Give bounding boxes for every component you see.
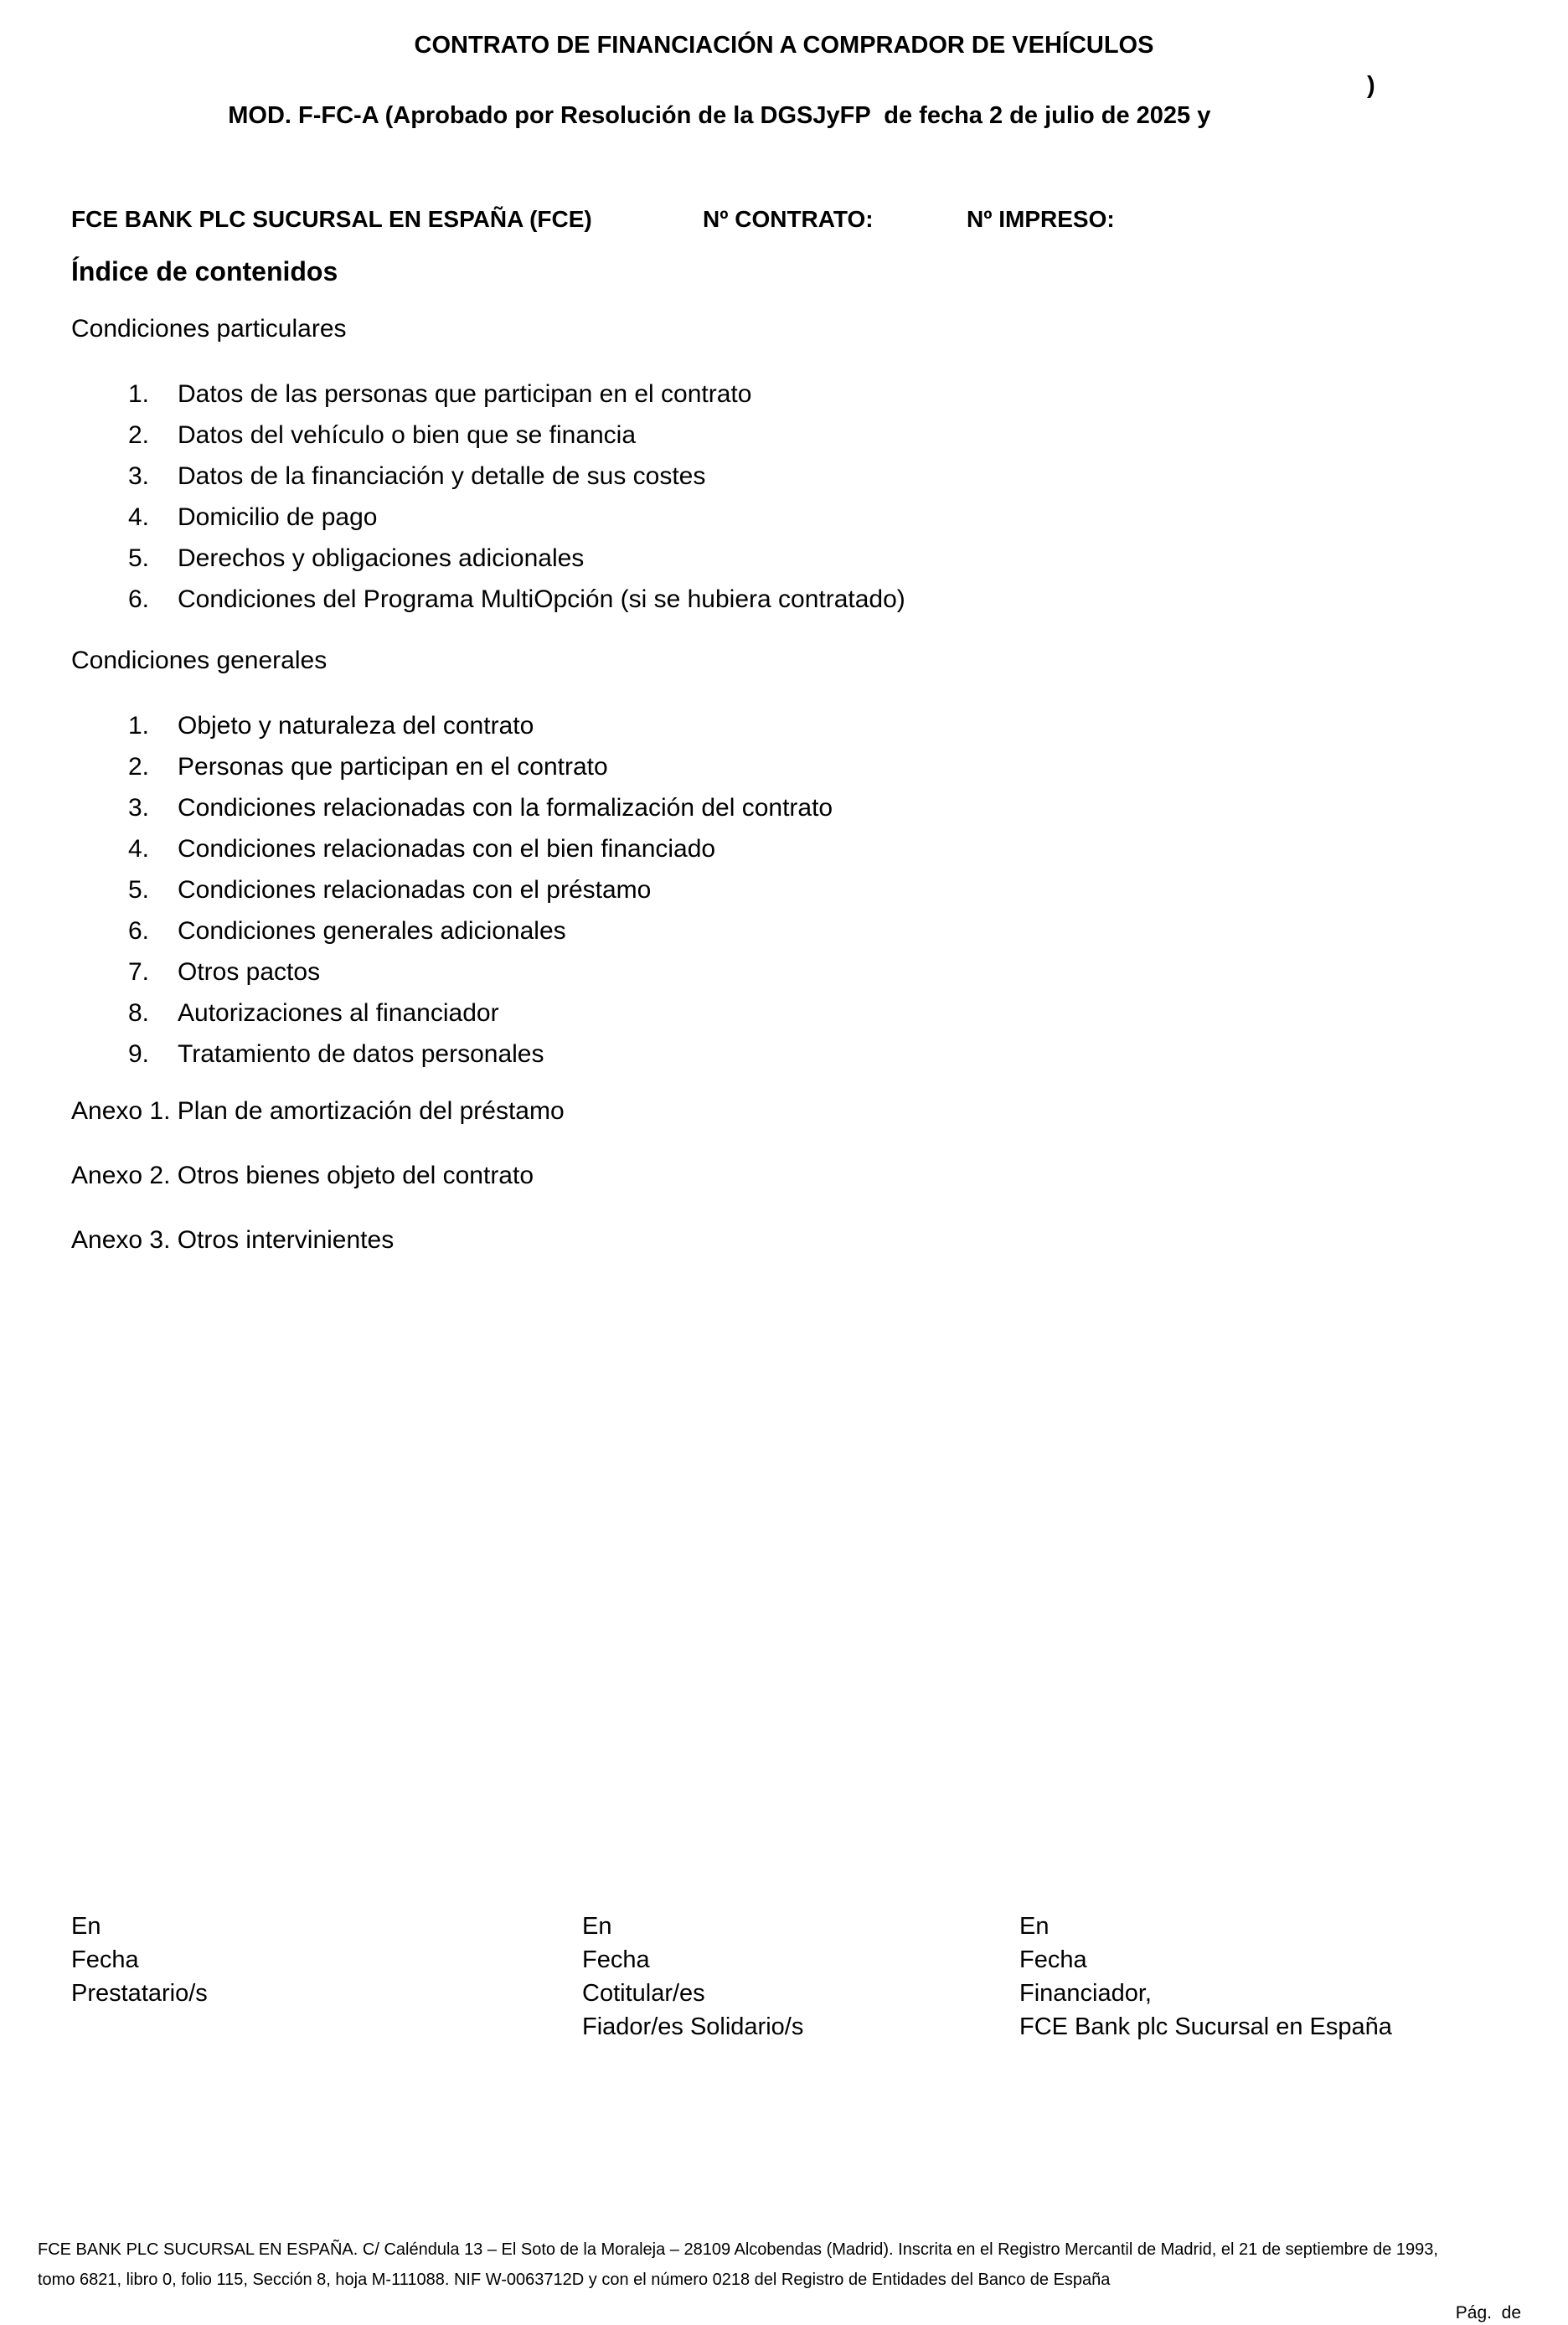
toc-item-number: 3. — [128, 462, 150, 490]
toc-list-particulares — [128, 374, 1568, 620]
toc-item-number: 2. — [128, 421, 150, 449]
signature-line: Financiador, — [1019, 1980, 1152, 2007]
toc-item — [128, 869, 1568, 910]
toc-item-number: 8. — [128, 999, 150, 1027]
toc-item — [128, 951, 1568, 992]
section-title-generales: Condiciones generales — [71, 647, 328, 674]
legal-text-line-2: tomo 6821, libro 0, folio 115, Sección 8, hoja M-111088. NIF W-0063712D y con el número 0218 del Registro de Entidades del Banco de España — [38, 2271, 1111, 2289]
contract-subtitle — [0, 70, 1568, 191]
toc-item-text: Objeto y naturaleza del contrato — [178, 712, 534, 740]
contract-subtitle-text: MOD. F-FC-A (Aprobado por Resolución de la DGSJyFP de fecha 2 de julio de 2025 y — [228, 102, 1211, 129]
signature-line: Prestatario/s — [71, 1980, 208, 2007]
signature-line: En — [1019, 1913, 1050, 1940]
signature-line: En — [71, 1913, 101, 1940]
toc-item — [128, 992, 1568, 1034]
legal-text-line-1: FCE BANK PLC SUCURSAL EN ESPAÑA. C/ Caléndula 13 – El Soto de la Moraleja – 28109 Alcobendas (Madrid). Inscrita en el Registro Mercantil de Madrid, el 21 de septiembre de 1993, — [38, 2240, 1438, 2259]
contract-title: CONTRATO DE FINANCIACIÓN A COMPRADOR DE VEHÍCULOS — [414, 32, 1154, 59]
toc-item-number: 6. — [128, 917, 150, 945]
bank-name: FCE BANK PLC SUCURSAL EN ESPAÑA (FCE) — [71, 206, 592, 232]
toc-item-number: 1. — [128, 712, 150, 740]
toc-item-text: Condiciones relacionadas con la formalización del contrato — [178, 794, 833, 822]
toc-item-text: Tratamiento de datos personales — [178, 1040, 544, 1068]
signature-line: En — [582, 1913, 612, 1940]
toc-item-text: Condiciones generales adicionales — [178, 917, 566, 945]
toc-item-number: 5. — [128, 544, 150, 572]
toc-list-generales — [128, 705, 1568, 1075]
toc-item — [128, 497, 1568, 538]
toc-item-number: 4. — [128, 835, 150, 863]
contract-subtitle-close-paren: ) — [1367, 72, 1375, 99]
toc-item-text: Derechos y obligaciones adicionales — [178, 544, 585, 572]
toc-item — [128, 579, 1568, 620]
toc-item-number: 3. — [128, 794, 150, 822]
toc-item-text: Otros pactos — [178, 958, 321, 986]
toc-item-number: 5. — [128, 876, 150, 904]
toc-item-text: Datos de la financiación y detalle de sus costes — [178, 462, 706, 490]
toc-item — [128, 1034, 1568, 1075]
toc-item — [128, 374, 1568, 415]
toc-item-number: 7. — [128, 958, 150, 986]
signature-line: Fecha — [582, 1946, 650, 1973]
page-number-label: Pág. de — [1455, 2303, 1521, 2322]
toc-item-number: 2. — [128, 753, 150, 781]
toc-item-number: 6. — [128, 585, 150, 613]
toc-item — [128, 538, 1568, 579]
bank-header-line — [0, 204, 1568, 235]
toc-item-text: Condiciones relacionadas con el bien financiado — [178, 835, 716, 863]
toc-item-text: Personas que participan en el contrato — [178, 753, 608, 781]
toc-item-number: 9. — [128, 1040, 150, 1068]
toc-item-text: Condiciones relacionadas con el préstamo — [178, 876, 652, 904]
signature-line: FCE Bank plc Sucursal en España — [1019, 2013, 1392, 2040]
signature-line: Cotitular/es — [582, 1980, 705, 2007]
toc-item — [128, 415, 1568, 456]
signature-column-prestatario — [71, 1910, 208, 2010]
contract-number-label: Nº CONTRATO: — [703, 206, 874, 232]
toc-item — [128, 456, 1568, 497]
form-number-label: Nº IMPRESO: — [967, 206, 1115, 232]
toc-item-text: Autorizaciones al financiador — [178, 999, 499, 1027]
annex-item-2: Anexo 2. Otros bienes objeto del contrato — [71, 1162, 534, 1189]
signature-line: Fecha — [71, 1946, 139, 1973]
annex-item-1: Anexo 1. Plan de amortización del préstamo — [71, 1097, 565, 1125]
toc-item — [128, 787, 1568, 828]
toc-item-text: Datos del vehículo o bien que se financia — [178, 421, 637, 449]
toc-item — [128, 705, 1568, 746]
toc-item-number: 1. — [128, 380, 150, 408]
legal-text — [38, 2235, 1462, 2295]
toc-heading: Índice de contenidos — [71, 256, 338, 286]
signature-line: Fecha — [1019, 1946, 1087, 1973]
signature-column-cotitular — [582, 1910, 803, 2044]
signature-column-financiador — [1019, 1910, 1392, 2044]
section-title-particulares: Condiciones particulares — [71, 315, 347, 343]
toc-item — [128, 746, 1568, 787]
toc-item-text: Domicilio de pago — [178, 503, 378, 531]
toc-item-number: 4. — [128, 503, 150, 531]
toc-item — [128, 828, 1568, 869]
toc-item-text: Condiciones del Programa MultiOpción (si se hubiera contratado) — [178, 585, 905, 613]
annex-item-3: Anexo 3. Otros intervinientes — [71, 1226, 395, 1254]
signature-line: Fiador/es Solidario/s — [582, 2013, 804, 2040]
toc-item — [128, 910, 1568, 951]
toc-item-text: Datos de las personas que participan en el contrato — [178, 380, 752, 408]
